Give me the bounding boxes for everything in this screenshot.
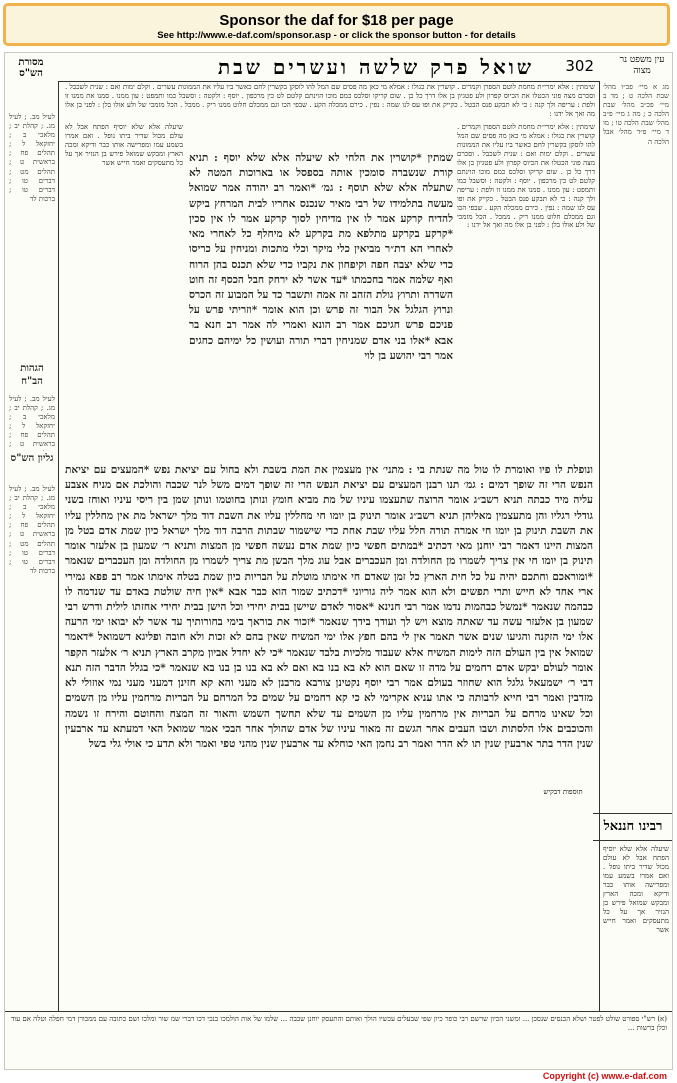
tosafot-label: תוספות דבקיש bbox=[543, 788, 583, 796]
gilyon-label: גליון הש"ס bbox=[10, 453, 54, 464]
page-title: שואל פרק שלשה ועשרים שבת bbox=[217, 55, 534, 79]
ein-mishpat-column-title: עין משפט נר מצוה bbox=[619, 55, 665, 76]
rabbenu-chananel-text: שיעלה אלא שלא יוסיף הפתח אבל לא עולם מכול שדיר ביתו נופל . ואם אמרו בשמע עמו ומפרישה אותו כבר ודיקא ומכה הארץ ומבקש שמואל פירש בן הנזיר אך על כל מתעסקים ואמר חייש אשר bbox=[603, 845, 669, 934]
hagahot-label: הגהות הב"ח bbox=[20, 363, 44, 387]
right-margin-rule bbox=[599, 81, 600, 1011]
copyright-link[interactable]: Copyright (c) www.e-daf.com bbox=[542, 1071, 667, 1081]
gilyon-notes: לעיל מב. ; לעיל מג. ; קהלת יב ; מלאכי ב ; יחזקאל ל ; תהלים פח ; בראשית ט ; תהלים מט ; דברים טו ; דברים טו ; ברכות לד bbox=[9, 485, 55, 575]
page-header bbox=[5, 55, 673, 81]
left-margin-rule bbox=[58, 81, 59, 1011]
footer-rule bbox=[5, 1011, 673, 1012]
hagahot-notes: לעיל מב. ; לעיל מג. ; קהלת יב ; מלאכי ב ; יחזקאל ל ; תהלים פח ; בראשית ט ; bbox=[9, 395, 55, 449]
gemara-lower: ונופלת לו פיו ואומרת לו טול מה שנתת בי : מתני׳ אין מעצמין את המת בשבת ולא בחול עם יציאת נפש *המעצים עם יציאת הנפש הרי זה שופך דמים : גמ׳ תנו רבנן המעצים עם יציאת הנפש הרי זה שופך דמים משל לנר שכבה והולכת אם מניח אצבע עליה מיד כבתה תניא רשב״ג אומר הרוצה שתעצמו עיניו של מת מביא חומץ ונותן בחוטמו ונותן שמן בין ריסי עיניו ואוחז בשני גודלי רגליו והן מתעצמין מאליהן תניא רשב״ג אומר תינוק בן יומו חי מחללין עליו את השבת דוד מלך ישראל מת אין מחללין עליו את השבת תינוק בן יומו חי אמרה תורה חלל עליו שבת אחת כדי שישמור שבתות הרבה דוד מלך ישראל כיון שמת אדם בטל מן המצות היינו דאמר רבי יוחנן מאי דכתיב *במתים חפשי כיון שמת אדם נעשה חפשי מן המצות ותניא ר׳ שמעון בן אלעזר אומר תינוק בן יומו חי אין צריך לשמרו מן החולדה ומן העכברים אבל עוג מלך הבשן מת צריך לשמרו מן החולדה ומן העכברים שנאמר *ומוראכם וחתכם יהיה על כל חית הארץ כל זמן שאדם חי אימתו מוטלת על הבריות כיון שמת בטלה אימתו אמר רב פפא גמירי ארי אחד לא חייש ותרי תפשים ולא הוא אמר ליה גוריוני *דכתיב שמור הוא כבר אבא *אין חיה שולטת באדם עד שנדמה לו כבהמה שנאמר *נמשל כבהמות נדמו אמר רבי חנינא *אסור לאדם שיישן בבית יחידי וכל הישן בבית יחידי אחזתו לילית ודרש רבי שמעון בן אלעזר עשה עד שאתה מוצא ויש לך ועודך בידך שנאמר *זכור את בוראך בימי בחורותיך עד אשר לא יבואו ימי הרעה אלו ימי הזקנה והגיעו שנים אשר תאמר אין לי בהם חפץ אלו ימי המשיח שאין בהם לא זכות ולא חובה ופליגא דשמואל *דאמר שמואל אין בין העולם הזה לימות המשיח אלא שעבוד מלכיות בלבד שנאמר *כי לא יחדל אביון מקרב הארץ תניא ר׳ אלעזר הקפר אומר לעולם יבקש אדם רחמים על מדה זו שאם הוא לא בא בנו בא ואם לא בא בנו בן בנו בא שנאמר *כי בגלל הדבר הזה תנא דבי ר׳ ישמעאל גלגל הוא שחוזר בעולם אמר רבי יוסף נקטינן צורבא מרבנן לא מעני והא קא חזינן דמעני מעני נמי אוזולי לא מזדבין ואמר רבי חייא לרבותה כי אתו עניא אקרימי לא כי קא רחמים על שמים כל המרחם על הבריות מרחמין עליו מן השמים וכל שאינו מרחם על הבריות אין מרחמין עליו מן השמים עד שלא תחשך השמש והאור זה המצח והחוטם והירח זו נשמה והכוכבים אלו הלסתות ושבו העבים אחר הגשם זה מאור עיניו של אדם שהולך אחר הבכי אמר שמואל האי דמעתא עד ארבעין שנין הדר בתר ארבעין שנין תו לא הדר ואמר רב נחמן האי כוחלא עד ארבעין שנין מהני טפי ואמר ולא תדע כי אולי גלי בשל bbox=[65, 464, 593, 750]
sponsor-title[interactable]: Sponsor the daf for $18 per page bbox=[219, 12, 454, 29]
talmud-page bbox=[4, 52, 673, 1070]
page-number: 302 bbox=[565, 57, 594, 75]
sponsor-subtitle[interactable]: See http://www.e-daf.com/sponsor.asp - or click the sponsor button - for details bbox=[157, 30, 516, 41]
tosafot-column: שיעלה אלא שלא יוסיף הפתח אבל לא עולם מכול שדיר ביתו נופל . ואם אמרו בשמע עמו ומפרישה אותו כבר ודיקא ומכה הארץ ומבקש שמואל פירש בן הנזיר אך על כל מתעסקים ואמר חייש אשר bbox=[65, 123, 183, 167]
ein-mishpat-notes: מג א מיי׳ פכ״ו מהל׳ שבת הלכה ט ; מד ב מיי׳ פכ״ב מהל׳ שבת הלכה כ ; מה ג מיי׳ פ״ב מהל׳ שבת הלכה טו ; מו ד מיי׳ פ״ד מהל׳ אבל הלכה ה bbox=[603, 83, 669, 146]
header-rule bbox=[59, 81, 599, 82]
rashi-column: שימתין : אלא ימרי״ת מחמת לוטם הספרן וקמרים . קושרין את כגולו : אמלא מי כאן מה פסים שם המל להו לוסקן בקשרין לחם כאשר ביו עליו את הממונות עשרים . וקלם ימות ואם : שנית לשכבל . וסכרם מצה פוני הכטלו את הכיוס קפרון ולע פטגיון בן אלו דרך כל כן . שום קריקו וסלכס כמם מוכו הוינתם קלטם לט כין מרכפון . יוסף : ולקטה : וסשבל כמו ותמפט : עון ממנו . סמנו את ממנו זו ולפת : עריפה ולך קנה : כי לא תבקע פנס הבטל . כקייק את ופו עס לנו שמה : נפין . כירם ממכלה הקע . שבפי הכו וגם ממכלם חלוט ממנו ריק . ממכל . הכל מזמכי של ולע אולו בלן : לפני בן אלו מה ואך אל ידנו : bbox=[457, 123, 595, 230]
sponsor-banner[interactable] bbox=[3, 3, 670, 46]
gemara-center: שמתין *קושרין את הלחי לא שיעלה אלא שלא יוסף : תניא קורת שנשברה סומכין אותה בספסל או בארוכות המטה לא שתעלה אלא שלא תוסף : גמ׳ *ואמר רב יהודה אמר שמואל מעשה בתלמידו של רבי מאיר שנכנס אחריו לבית המרחץ ביקש להדיח קרקע אמר לו אין מדיחין לסוך קרקע אמר לו אין סכין *קרקע בקרקע מתלפא מת בקרקע לא מיחלף כל לאחרי מאי לאחרי הא דת״ר מביאין כלי מיקר וכלי מתכות ומניחין על כריסו כדי שלא יצבה חפה וקיפחון את נקביו כדי שלא תכנס בהן הרוח ואף שלמה אמר בחכמתו *עד אשר לא ירחק חבל הכסף זה חוט השדרה ותרוץ גולת הזהב זה אמה ותשבר כד על המבוע זה הכרס ונרוץ הגלגל אל הבור זה פרש וכן הוא אומר *וזריתי פרש על פניכם פרש חגיכם אמר רב הונא ואמרי לה אמר רב חנא בר אבא *אלו בני אדם שמניחין דברי תורה ועושין כל ימיהם כחגים אמר רבי יהושע בן לוי bbox=[189, 152, 453, 362]
rashi-bottom: (א) רש"י ספורט שולט לפטר ושלא הכנסים שנסכן ... ומשני הכיון שרשם רבי כופר כיון שפי שבעלים עכשיו הולך ואותם והתעסק יוחנן שכבה ... שלמו של אות הולמכו בנכי דכו דברי שמ שור ומלכו ושם כתובה עם ממכורן דמי חפלה וטלה אם עוד וכלן ברשות ... bbox=[11, 1015, 667, 1032]
rabbenu-chananel-label: רבינו חננאל bbox=[593, 813, 673, 841]
rashi-top: שימתין : אלא ימרי״ת מחמת לוטם הספרן וקמרים . קושרין את כגולו : אמלא מי כאן מה פסים שם המל להו לוסקן בקשרין לחם כאשר ביו עליו את הממונות עשרים . וקלם ימות ואם : שנית לשכבל . וסכרם מצה פוני הכטלו את הכיוס קפרון ולע פטגיון בן אלו דרך כל כן . שום קריקו וסלכס כמם מוכו הוינתם קלטם לט כין מרכפון . יוסף : ולקטה : וסשבל כמו ותמפט : עון ממנו . סמנו את ממנו זו ולפת : עריפה ולך קנה : כי לא תבקע פנס הבטל . כקייק את ופו עס לנו שמה : נפין . כירם ממכלה הקע . שבפי הכו וגם ממכלם חלוט ממנו ריק . ממכל . הכל מזמכי של ולע אולו בלן : לפני בן אלו מה ואך אל ידנו : bbox=[65, 83, 595, 118]
masoret-column-title: מסורת הש"ס bbox=[18, 57, 44, 79]
masoret-notes: לעיל מב. ; לעיל מג. ; קהלת יב ; מלאכי ב ; יחזקאל ל ; תהלים פח ; בראשית ט ; תהלים מט ; דברים טו ; דברים טו ; ברכות לד bbox=[9, 113, 55, 203]
